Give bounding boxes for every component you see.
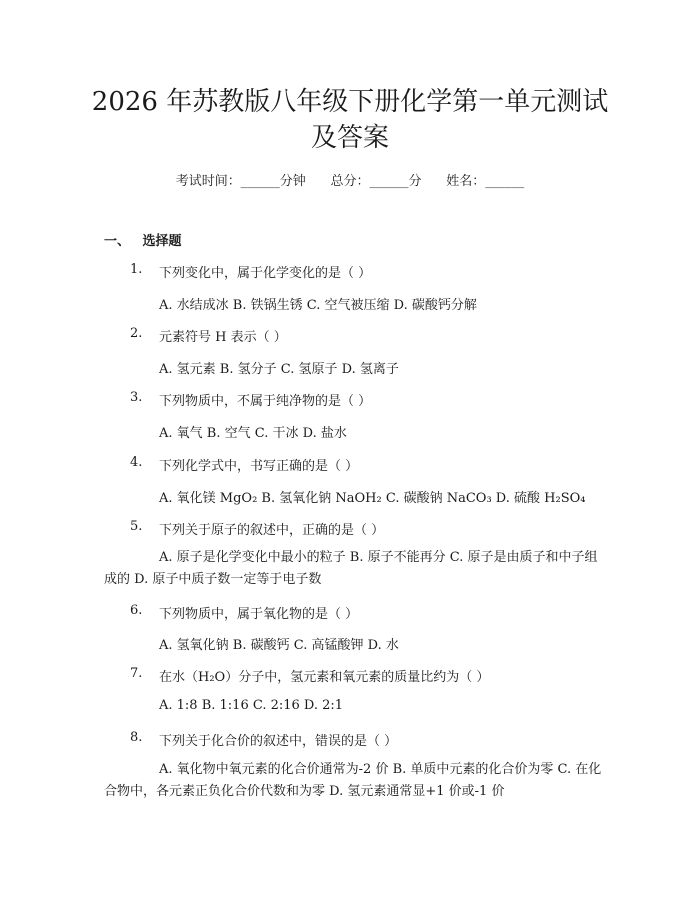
question-stem: 在水（H₂O）分子中，氢元素和氧元素的质量比约为（ ）: [159, 670, 490, 685]
question-options: A. 1:8 B. 1:16 C. 2:16 D. 2:1: [159, 698, 344, 713]
question-number: 3.: [130, 390, 143, 405]
question-stem: 下列物质中，属于氧化物的是（ ）: [159, 607, 359, 622]
title-line-2: 及答案: [310, 123, 389, 153]
question-stem: 元素符号 H 表示（ ）: [159, 330, 287, 345]
question-options: A. 氢元素 B. 氢分子 C. 氢原子 D. 氢离子: [159, 362, 399, 377]
question-options: A. 氧气 B. 空气 C. 干冰 D. 盐水: [159, 426, 347, 441]
section-number: 一、: [104, 234, 131, 249]
question-number: 2.: [130, 326, 143, 341]
question-number: 1.: [130, 262, 143, 277]
question-options: A. 氧化物中氧元素的化合价通常为-2 价 B. 单质中元素的化合价为零 C. 在化合物中，各元素正负化合价代数和为零 D. 氢元素通常显+1 价或-1 价: [104, 762, 602, 799]
question-number: 4.: [130, 455, 143, 470]
question-stem: 下列关于原子的叙述中，正确的是（ ）: [159, 523, 385, 538]
question-options: A. 氧化镁 MgO₂ B. 氢氧化钠 NaOH₂ C. 碳酸钠 NaCO₃ D. 硫酸 H₂SO₄: [159, 491, 586, 506]
question-number: 6.: [130, 603, 143, 618]
title-line-1: 2026 年苏教版八年级下册化学第一单元测试: [91, 87, 609, 117]
question-options: A. 水结成冰 B. 铁锅生锈 C. 空气被压缩 D. 碳酸钙分解: [159, 298, 477, 313]
question-number: 8.: [130, 730, 143, 745]
section-title: 选择题: [142, 234, 182, 249]
question-number: 5.: [130, 519, 143, 534]
question-options: A. 原子是化学变化中最小的粒子 B. 原子不能再分 C. 原子是由质子和中子组成的 D. 原子中质子数一定等于电子数: [104, 550, 598, 587]
question-options: A. 氢氧化钠 B. 碳酸钙 C. 高锰酸钾 D. 水: [159, 638, 399, 653]
question-stem: 下列关于化合价的叙述中，错误的是（ ）: [159, 734, 398, 749]
question-stem: 下列物质中，不属于纯净物的是（ ）: [159, 394, 372, 409]
question-number: 7.: [130, 666, 143, 681]
question-stem: 下列化学式中，书写正确的是（ ）: [159, 459, 359, 474]
question-stem: 下列变化中，属于化学变化的是（ ）: [159, 266, 372, 281]
exam-info-line: 考试时间：______分钟 总分：______分 姓名：______: [175, 174, 525, 189]
